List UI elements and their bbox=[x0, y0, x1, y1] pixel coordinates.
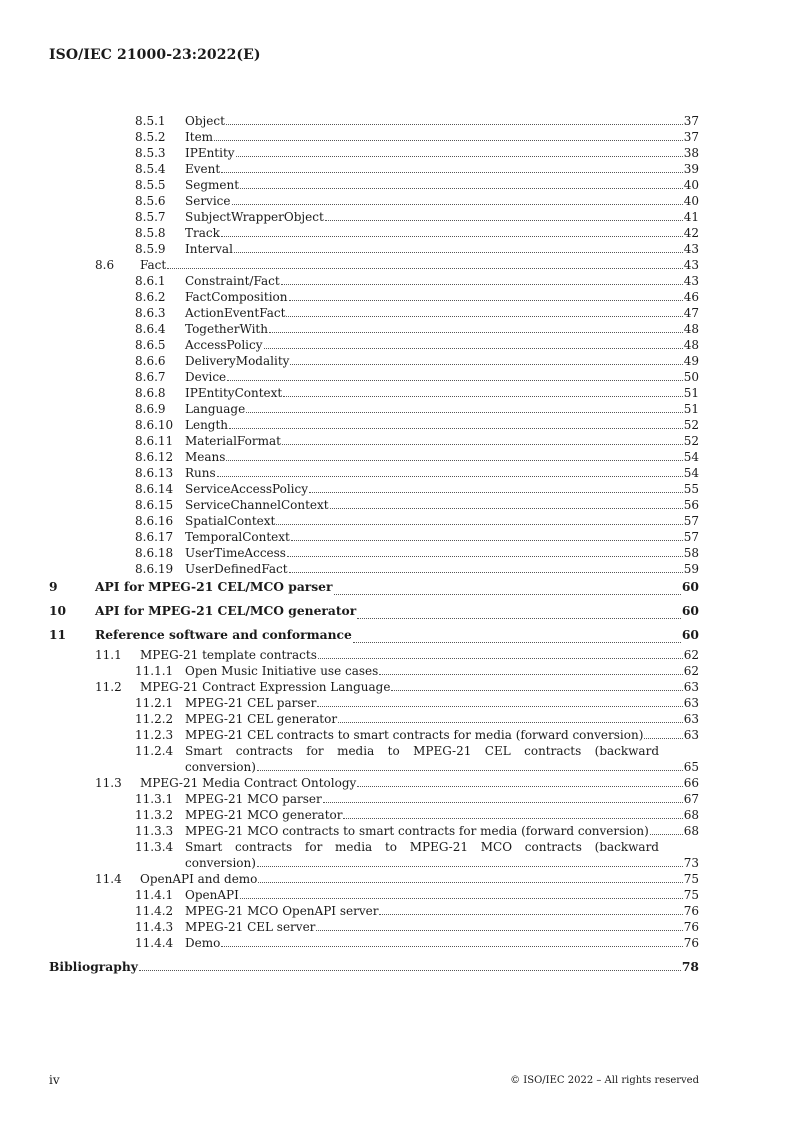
toc-entry-page: 60 bbox=[681, 603, 699, 618]
toc-entry[interactable] bbox=[49, 177, 699, 193]
toc-entry-title: ServiceAccessPolicy bbox=[185, 482, 309, 496]
toc-entry-title: Length bbox=[185, 418, 229, 432]
toc-entry-page: 60 bbox=[681, 627, 699, 642]
toc-entry[interactable] bbox=[49, 401, 699, 417]
toc-entry-title: MPEG-21 Media Contract Ontology bbox=[140, 776, 357, 790]
toc-entry-page: 73 bbox=[683, 856, 699, 870]
toc-entry-number: 11.4.3 bbox=[135, 920, 174, 934]
toc-entry-title: FactComposition bbox=[185, 290, 288, 304]
toc-entry-title: TemporalContext bbox=[185, 530, 290, 544]
toc-entry-title: Item bbox=[185, 130, 214, 144]
toc-entry-number: 8.6.6 bbox=[135, 354, 166, 368]
toc-entry-page: 67 bbox=[683, 792, 699, 806]
toc-entry[interactable] bbox=[49, 695, 699, 711]
toc-entry-number: 11.2.2 bbox=[135, 712, 174, 726]
toc-entry-page: 41 bbox=[683, 210, 699, 224]
toc-entry-page: 68 bbox=[683, 824, 699, 838]
dot-leader bbox=[318, 658, 683, 659]
toc-entry-number: 11.3.2 bbox=[135, 808, 174, 822]
dot-leader bbox=[644, 738, 682, 739]
toc-entry-page: 51 bbox=[683, 386, 699, 400]
toc-entry-title: Reference software and conformance bbox=[95, 627, 352, 642]
toc-entry[interactable] bbox=[49, 663, 699, 679]
dot-leader bbox=[257, 866, 683, 867]
toc-entry-title: Track bbox=[185, 226, 220, 240]
toc-entry-number: 11.3.3 bbox=[135, 824, 174, 838]
toc-entry[interactable] bbox=[49, 497, 699, 513]
toc-entry-page: 60 bbox=[681, 579, 699, 594]
toc-entry-number: 8.6.2 bbox=[135, 290, 166, 304]
toc-entry-title: ServiceChannelContext bbox=[185, 498, 329, 512]
toc-entry-page: 62 bbox=[683, 648, 699, 662]
toc-entry[interactable] bbox=[49, 305, 699, 321]
toc-entry-title: MPEG-21 CEL generator bbox=[185, 712, 338, 726]
dot-leader bbox=[240, 898, 683, 899]
toc-entry[interactable] bbox=[49, 513, 699, 529]
toc-entry-number: 8.6.7 bbox=[135, 370, 166, 384]
toc-entry-title: SubjectWrapperObject bbox=[185, 210, 324, 224]
toc-entry-page: 76 bbox=[683, 920, 699, 934]
toc-entry-number: 8.6.9 bbox=[135, 402, 166, 416]
toc-entry-title: UserDefinedFact bbox=[185, 562, 288, 576]
dot-leader bbox=[343, 818, 682, 819]
toc-entry-title: Smart contracts for media to MPEG-21 CEL contracts (backward bbox=[185, 744, 659, 758]
toc-entry-number: 11.1 bbox=[95, 648, 122, 662]
dot-leader bbox=[323, 802, 683, 803]
toc-entry-page: 43 bbox=[683, 274, 699, 288]
dot-leader bbox=[379, 914, 682, 915]
dot-leader bbox=[227, 380, 683, 381]
toc-entry-page: 52 bbox=[683, 418, 699, 432]
toc-entry[interactable] bbox=[49, 465, 699, 481]
toc-entry-title: Means bbox=[185, 450, 226, 464]
toc-entry-title: MPEG-21 MCO contracts to smart contracts for media (forward conversion) bbox=[185, 824, 649, 838]
toc-entry-title: MPEG-21 MCO OpenAPI server bbox=[185, 904, 379, 918]
dot-leader bbox=[287, 556, 683, 557]
toc-entry-number: 8.5.2 bbox=[135, 130, 166, 144]
toc-entry-number: 8.6.3 bbox=[135, 306, 166, 320]
toc-entry-number: 8.6.5 bbox=[135, 338, 166, 352]
dot-leader bbox=[139, 970, 681, 971]
toc-entry-number: 8.6.14 bbox=[135, 482, 174, 496]
toc-entry[interactable] bbox=[49, 727, 699, 743]
toc-entry-page: 57 bbox=[683, 514, 699, 528]
dot-leader bbox=[258, 882, 682, 883]
toc-entry-title: MPEG-21 CEL contracts to smart contracts for media (forward conversion) bbox=[185, 728, 644, 742]
dot-leader bbox=[334, 594, 681, 595]
toc-entry-number: 8.5.7 bbox=[135, 210, 166, 224]
toc-entry-title: ActionEventFact bbox=[185, 306, 286, 320]
toc-entry-number: 11.4.2 bbox=[135, 904, 174, 918]
toc-entry-title: SpatialContext bbox=[185, 514, 276, 528]
toc-entry-page: 42 bbox=[683, 226, 699, 240]
toc-entry-page: 47 bbox=[683, 306, 699, 320]
toc-entry-number: 8.6 bbox=[95, 258, 115, 272]
toc-entry[interactable] bbox=[49, 577, 699, 599]
toc-entry-page: 50 bbox=[683, 370, 699, 384]
toc-entry[interactable] bbox=[49, 273, 699, 289]
toc-entry-page: 66 bbox=[683, 776, 699, 790]
toc-entry[interactable] bbox=[49, 113, 699, 129]
toc-entry[interactable] bbox=[49, 791, 699, 807]
toc-entry[interactable] bbox=[49, 599, 699, 623]
toc-entry-number: 11.1.1 bbox=[135, 664, 174, 678]
dot-leader bbox=[257, 770, 683, 771]
toc-entry-number: 11.2.4 bbox=[135, 744, 174, 758]
page-number: iv bbox=[49, 1073, 60, 1087]
toc-entry-title: Language bbox=[185, 402, 246, 416]
toc-entry[interactable] bbox=[49, 711, 699, 727]
toc-entry-page: 37 bbox=[683, 114, 699, 128]
toc-entry-page: 48 bbox=[683, 322, 699, 336]
toc-entry[interactable] bbox=[49, 887, 699, 903]
toc-entry-title: Smart contracts for media to MPEG-21 MCO contracts (backward bbox=[185, 840, 659, 854]
toc-entry-title: MPEG-21 template contracts bbox=[140, 648, 317, 662]
toc-entry-number: 11.4.1 bbox=[135, 888, 174, 902]
toc-entry[interactable] bbox=[49, 951, 699, 975]
dot-leader bbox=[221, 946, 682, 947]
toc-entry-title: OpenAPI and demo bbox=[140, 872, 258, 886]
toc-entry-title: Segment bbox=[185, 178, 240, 192]
toc-entry-number: 8.5.1 bbox=[135, 114, 166, 128]
toc-entry-page: 37 bbox=[683, 130, 699, 144]
toc-entry-number: 8.6.11 bbox=[135, 434, 174, 448]
toc-entry[interactable] bbox=[49, 449, 699, 465]
toc-entry-title: UserTimeAccess bbox=[185, 546, 286, 560]
toc-entry-title: IPEntityContext bbox=[185, 386, 283, 400]
toc-entry-page: 56 bbox=[683, 498, 699, 512]
dot-leader bbox=[317, 706, 682, 707]
toc-entry-page: 57 bbox=[683, 530, 699, 544]
toc-entry[interactable] bbox=[49, 775, 699, 791]
toc-entry-title: Bibliography bbox=[49, 959, 138, 974]
toc-entry-title: MaterialFormat bbox=[185, 434, 281, 448]
toc-entry-page: 40 bbox=[683, 194, 699, 208]
toc-entry[interactable] bbox=[49, 337, 699, 353]
toc-entry-page: 65 bbox=[683, 760, 699, 774]
toc-entry[interactable] bbox=[49, 225, 699, 241]
dot-leader bbox=[353, 642, 681, 643]
toc-entry-title: MPEG-21 CEL parser bbox=[185, 696, 317, 710]
toc-entry-number: 8.6.18 bbox=[135, 546, 174, 560]
toc-entry-title: Object bbox=[185, 114, 225, 128]
toc-entry-page: 40 bbox=[683, 178, 699, 192]
dot-leader bbox=[234, 252, 683, 253]
toc-entry-title: Fact bbox=[140, 258, 167, 272]
toc-entry-page: 76 bbox=[683, 936, 699, 950]
toc-entry-page: 75 bbox=[683, 872, 699, 886]
dot-leader bbox=[232, 204, 683, 205]
toc-entry-number: 8.5.4 bbox=[135, 162, 166, 176]
toc-entry-number: 11 bbox=[49, 627, 67, 642]
toc-entry[interactable] bbox=[49, 241, 699, 257]
dot-leader bbox=[269, 332, 683, 333]
toc-entry[interactable] bbox=[49, 353, 699, 369]
toc-entry-title: Interval bbox=[185, 242, 233, 256]
toc-entry[interactable] bbox=[49, 545, 699, 561]
toc-entry-page: 39 bbox=[683, 162, 699, 176]
toc-entry-page: 49 bbox=[683, 354, 699, 368]
toc-entry-title: API for MPEG-21 CEL/MCO parser bbox=[95, 579, 333, 594]
dot-leader bbox=[325, 220, 683, 221]
dot-leader bbox=[650, 834, 683, 835]
toc-entry[interactable] bbox=[49, 369, 699, 385]
toc-entry-page: 54 bbox=[683, 466, 699, 480]
toc-entry-page: 78 bbox=[681, 959, 699, 974]
toc-entry-title: MPEG-21 CEL server bbox=[185, 920, 316, 934]
toc-entry-number: 8.5.6 bbox=[135, 194, 166, 208]
dot-leader bbox=[338, 722, 683, 723]
toc-entry-number: 8.5.8 bbox=[135, 226, 166, 240]
toc-entry[interactable] bbox=[49, 417, 699, 433]
toc-entry-number: 8.6.4 bbox=[135, 322, 166, 336]
toc-entry[interactable] bbox=[49, 529, 699, 545]
toc-entry-title: DeliveryModality bbox=[185, 354, 290, 368]
dot-leader bbox=[226, 460, 682, 461]
toc-entry-page: 68 bbox=[683, 808, 699, 822]
toc-entry[interactable] bbox=[49, 433, 699, 449]
toc-entry-title: Constraint/Fact bbox=[185, 274, 280, 288]
toc-entry-page: 76 bbox=[683, 904, 699, 918]
toc-entry[interactable] bbox=[49, 161, 699, 177]
dot-leader bbox=[357, 786, 682, 787]
toc-entry-title: TogetherWith bbox=[185, 322, 268, 336]
toc-entry-title: API for MPEG-21 CEL/MCO generator bbox=[95, 603, 357, 618]
toc-entry-title: IPEntity bbox=[185, 146, 235, 160]
toc-entry[interactable] bbox=[49, 935, 699, 951]
dot-leader bbox=[289, 572, 683, 573]
dot-leader bbox=[214, 140, 683, 141]
toc-entry-number: 8.6.19 bbox=[135, 562, 174, 576]
toc-entry[interactable] bbox=[49, 129, 699, 145]
toc-entry-number: 11.4 bbox=[95, 872, 122, 886]
toc-entry[interactable] bbox=[49, 871, 699, 887]
dot-leader bbox=[276, 524, 682, 525]
toc-entry-title: Runs bbox=[185, 466, 216, 480]
toc-entry-number: 11.3.4 bbox=[135, 840, 174, 854]
toc-entry-title: MPEG-21 Contract Expression Language bbox=[140, 680, 391, 694]
toc-entry-title: OpenAPI bbox=[185, 888, 239, 902]
toc-entry-page: 52 bbox=[683, 434, 699, 448]
toc-entry-page: 63 bbox=[683, 728, 699, 742]
toc-entry-number: 10 bbox=[49, 603, 67, 618]
dot-leader bbox=[264, 348, 683, 349]
dot-leader bbox=[286, 316, 682, 317]
toc-entry[interactable] bbox=[49, 145, 699, 161]
toc-entry-page: 75 bbox=[683, 888, 699, 902]
dot-leader bbox=[290, 364, 682, 365]
dot-leader bbox=[391, 690, 682, 691]
toc-entry-title: Demo bbox=[185, 936, 221, 950]
toc-entry[interactable] bbox=[49, 193, 699, 209]
toc-entry-number: 8.5.9 bbox=[135, 242, 166, 256]
dot-leader bbox=[221, 236, 683, 237]
dot-leader bbox=[217, 476, 683, 477]
dot-leader bbox=[229, 428, 683, 429]
toc-entry[interactable] bbox=[49, 823, 699, 839]
dot-leader bbox=[282, 444, 683, 445]
toc-entry[interactable] bbox=[49, 623, 699, 647]
toc-entry-number: 8.6.1 bbox=[135, 274, 166, 288]
toc-entry[interactable] bbox=[49, 385, 699, 401]
table-of-contents bbox=[49, 113, 699, 975]
toc-entry-page: 62 bbox=[683, 664, 699, 678]
toc-entry-page: 43 bbox=[683, 258, 699, 272]
toc-entry-page: 54 bbox=[683, 450, 699, 464]
toc-entry[interactable] bbox=[49, 321, 699, 337]
dot-leader bbox=[281, 284, 683, 285]
toc-entry-number: 8.6.12 bbox=[135, 450, 174, 464]
dot-leader bbox=[167, 268, 683, 269]
toc-entry[interactable] bbox=[49, 257, 699, 273]
toc-entry-title: AccessPolicy bbox=[185, 338, 263, 352]
dot-leader bbox=[309, 492, 683, 493]
toc-entry[interactable] bbox=[49, 919, 699, 935]
dot-leader bbox=[240, 188, 683, 189]
toc-entry[interactable] bbox=[49, 209, 699, 225]
toc-entry-number: 8.6.10 bbox=[135, 418, 174, 432]
toc-entry-title: Device bbox=[185, 370, 227, 384]
toc-entry-number: 8.6.15 bbox=[135, 498, 174, 512]
toc-entry[interactable] bbox=[49, 481, 699, 497]
toc-entry-title-continued: conversion) bbox=[185, 856, 256, 870]
dot-leader bbox=[357, 618, 681, 619]
toc-entry-page: 55 bbox=[683, 482, 699, 496]
toc-entry-page: 63 bbox=[683, 712, 699, 726]
dot-leader bbox=[221, 172, 683, 173]
toc-entry[interactable] bbox=[49, 743, 699, 775]
dot-leader bbox=[330, 508, 683, 509]
toc-entry[interactable] bbox=[49, 903, 699, 919]
toc-entry-number: 11.2.3 bbox=[135, 728, 174, 742]
toc-entry-page: 38 bbox=[683, 146, 699, 160]
toc-entry-page: 51 bbox=[683, 402, 699, 416]
dot-leader bbox=[236, 156, 683, 157]
toc-entry-page: 48 bbox=[683, 338, 699, 352]
toc-entry-title: Open Music Initiative use cases bbox=[185, 664, 379, 678]
toc-entry-title-continued: conversion) bbox=[185, 760, 256, 774]
document-id: ISO/IEC 21000-23:2022(E) bbox=[49, 47, 261, 63]
toc-entry-number: 11.3 bbox=[95, 776, 122, 790]
toc-entry-page: 46 bbox=[683, 290, 699, 304]
toc-entry-number: 11.2.1 bbox=[135, 696, 174, 710]
dot-leader bbox=[246, 412, 683, 413]
toc-entry-page: 63 bbox=[683, 680, 699, 694]
dot-leader bbox=[379, 674, 682, 675]
toc-entry-number: 8.6.16 bbox=[135, 514, 174, 528]
toc-entry[interactable] bbox=[49, 839, 699, 871]
toc-entry-page: 59 bbox=[683, 562, 699, 576]
toc-entry-title: MPEG-21 MCO parser bbox=[185, 792, 322, 806]
toc-entry-number: 8.5.5 bbox=[135, 178, 166, 192]
toc-entry-number: 9 bbox=[49, 579, 58, 594]
dot-leader bbox=[289, 300, 683, 301]
toc-entry[interactable] bbox=[49, 679, 699, 695]
toc-entry-number: 8.6.13 bbox=[135, 466, 174, 480]
toc-entry-title: MPEG-21 MCO generator bbox=[185, 808, 343, 822]
toc-entry[interactable] bbox=[49, 289, 699, 305]
toc-entry-page: 63 bbox=[683, 696, 699, 710]
toc-entry-number: 8.6.17 bbox=[135, 530, 174, 544]
toc-entry-page: 58 bbox=[683, 546, 699, 560]
toc-entry[interactable] bbox=[49, 647, 699, 663]
dot-leader bbox=[283, 396, 683, 397]
toc-entry-title: Service bbox=[185, 194, 231, 208]
dot-leader bbox=[291, 540, 683, 541]
toc-entry[interactable] bbox=[49, 807, 699, 823]
dot-leader bbox=[316, 930, 682, 931]
dot-leader bbox=[226, 124, 683, 125]
toc-entry-number: 8.5.3 bbox=[135, 146, 166, 160]
toc-entry-number: 8.6.8 bbox=[135, 386, 166, 400]
toc-entry-number: 11.3.1 bbox=[135, 792, 174, 806]
toc-entry-title: Event bbox=[185, 162, 221, 176]
toc-entry-page: 43 bbox=[683, 242, 699, 256]
toc-entry-number: 11.4.4 bbox=[135, 936, 174, 950]
copyright-notice: © ISO/IEC 2022 – All rights reserved bbox=[510, 1075, 699, 1086]
toc-entry-number: 11.2 bbox=[95, 680, 122, 694]
